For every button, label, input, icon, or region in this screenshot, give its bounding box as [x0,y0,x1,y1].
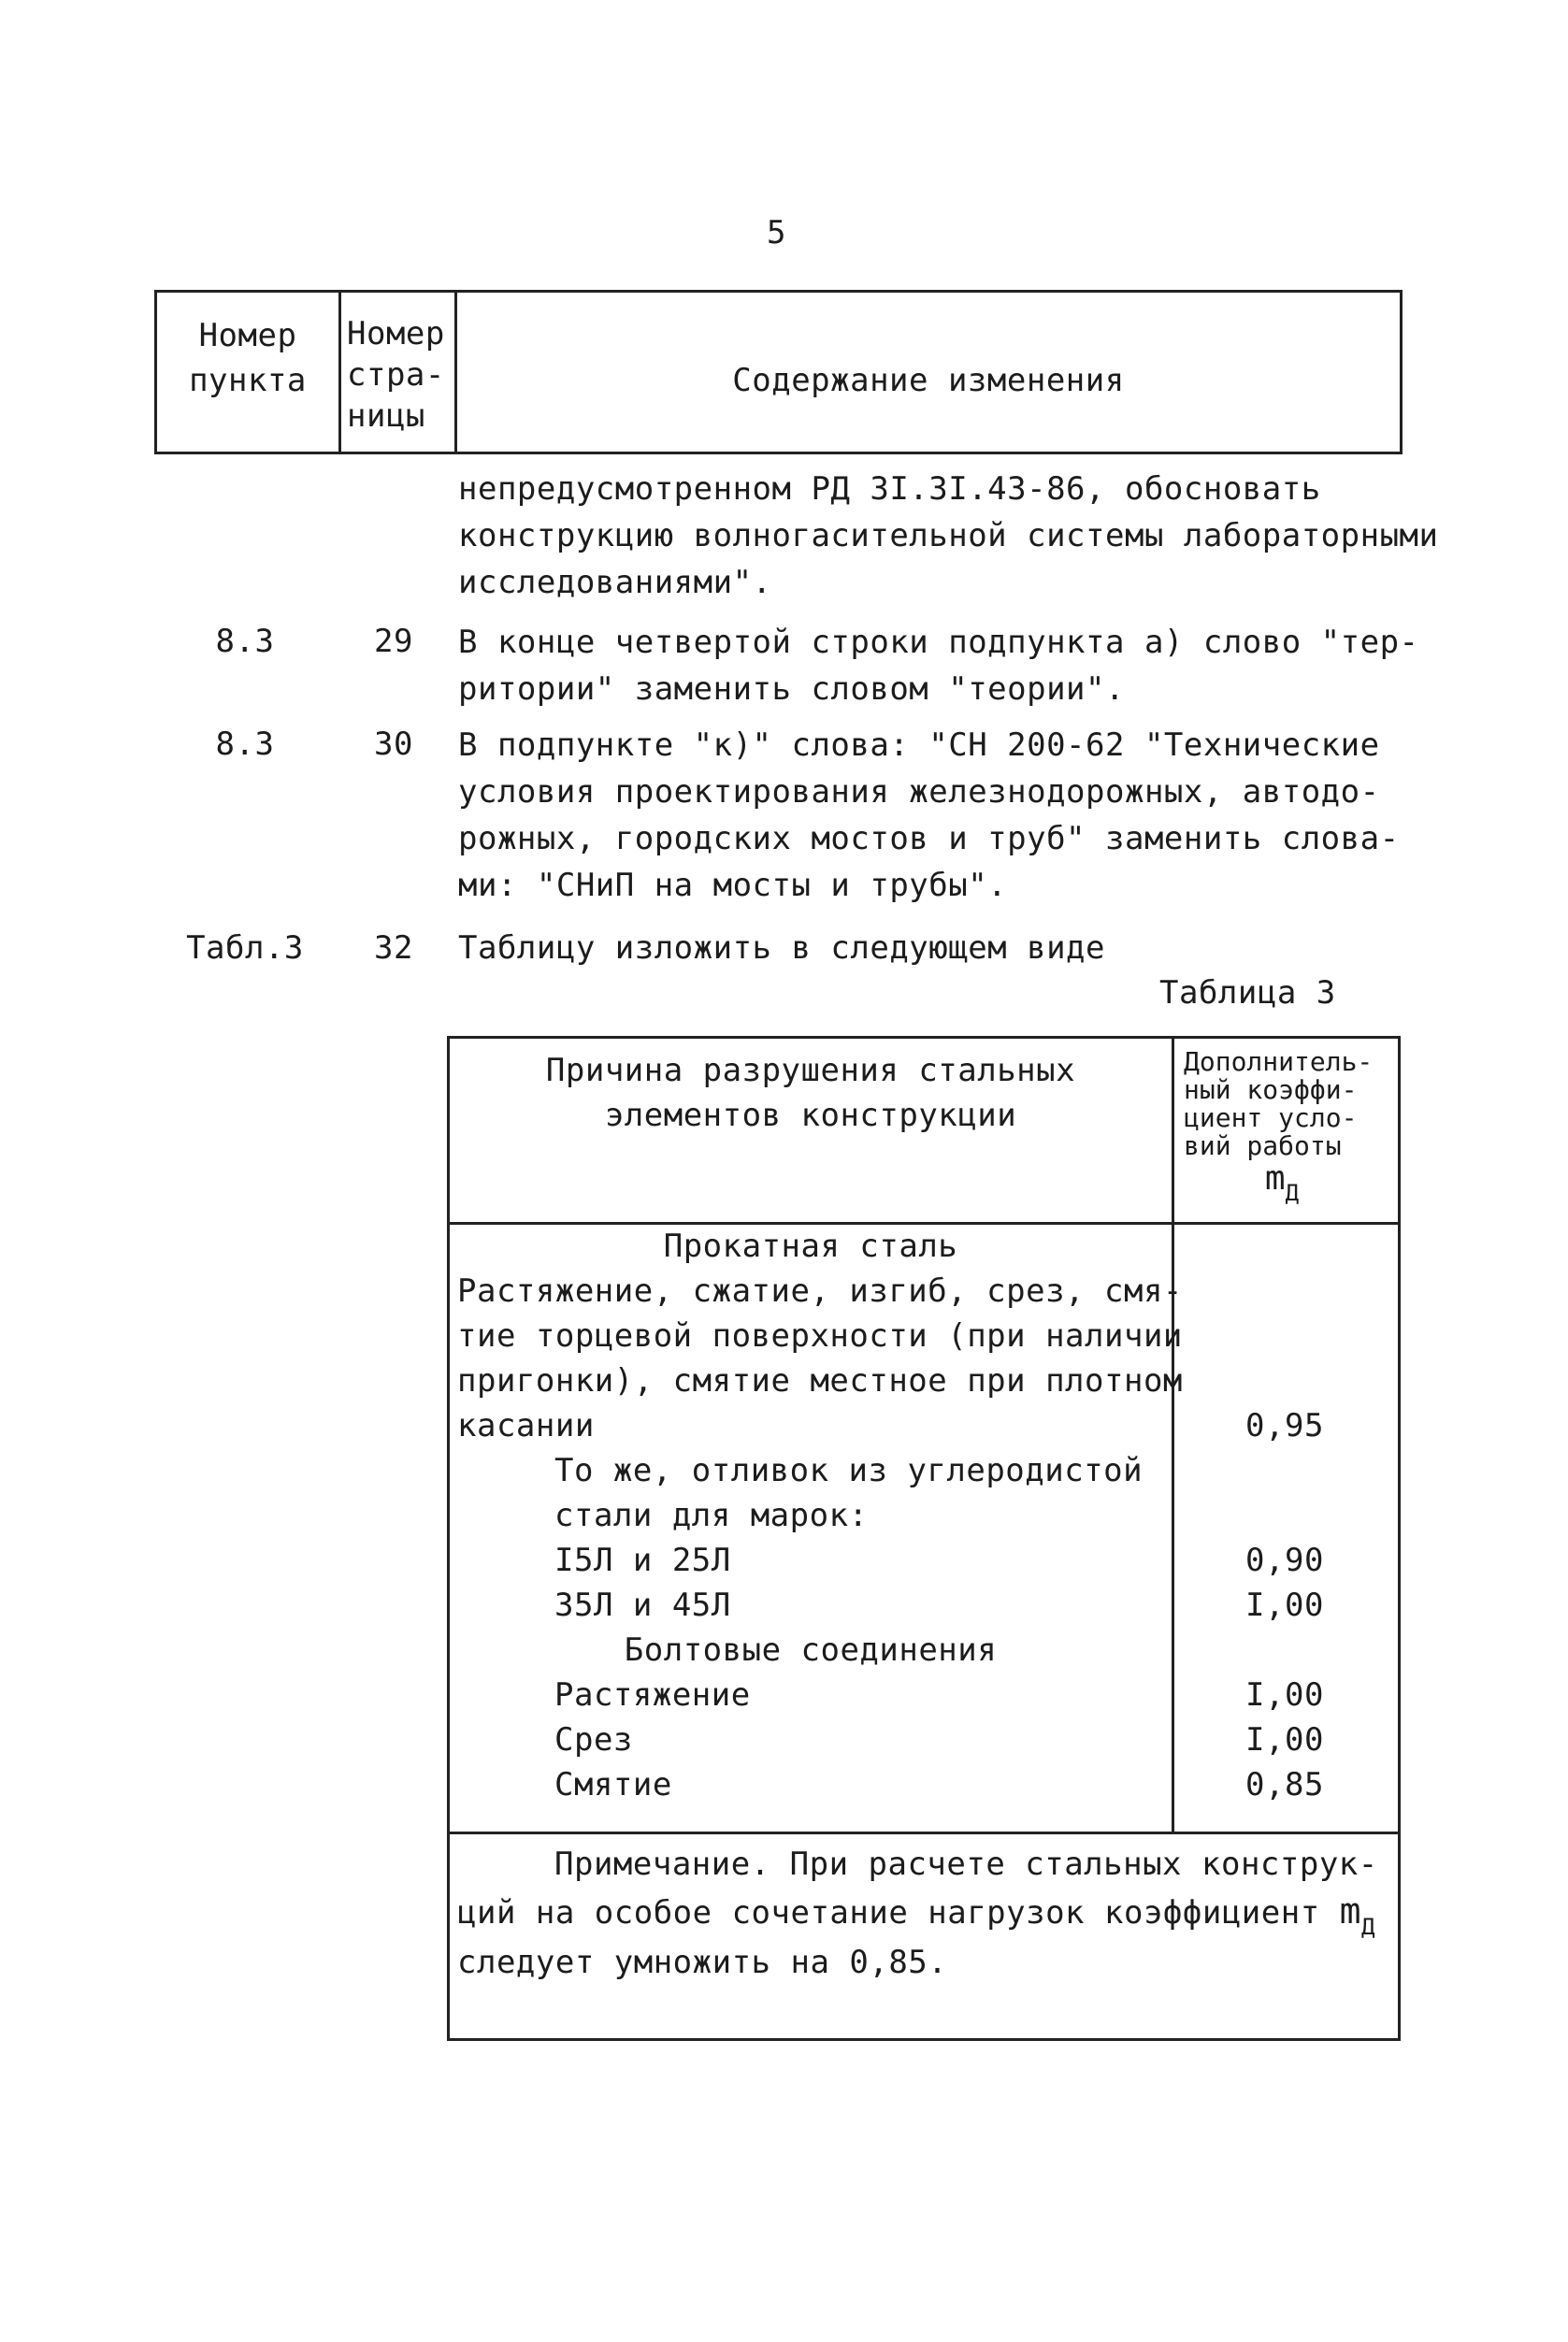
header-change-content: Содержание изменения [732,362,1125,399]
header-page-number: Номер стра- ницы [347,315,445,435]
table3-note: Примечание. При расчете стальных конструк- ций на особое сочетание нагрузок коэффициент $m_Д$ следует умножить на 0,85. [457,1846,1378,1981]
page-number: 5 [767,214,786,251]
row-bearing: Смятие [554,1766,672,1803]
section-rolled-steel: Прокатная сталь [663,1228,958,1265]
row-page-number: 30 [374,726,413,763]
row-page-number: 32 [374,929,413,967]
header-item-number: Номер пункта [189,317,307,399]
coefficient-symbol: $m_Д$ [1264,1159,1300,1206]
row-shear: Срез [554,1721,633,1759]
table3-head-cause: Причина разрушения стальных элементов конструкции [545,1052,1076,1134]
value-grade-15-25: 0,90 [1245,1542,1324,1579]
note-coefficient-symbol: $m_Д$ [1339,1890,1375,1940]
row-page-number: 29 [374,623,413,660]
continuation-text: непредусмотренном РД 3I.3I.43-86, обосновать конструкцию волногасительной системы лабораторными исследованиями". [458,470,1439,601]
row-rolled-steel-cause: Растяжение, сжатие, изгиб, срез, смя- тие торцевой поверхности (при наличии пригонки), смятие местное при плотном касании [457,1272,1183,1444]
row-castings: То же, отливок из углеродистой стали для марок: [554,1452,1144,1534]
row-item-number: 8.3 [215,726,275,763]
row-grade-15-25: I5Л и 25Л [554,1542,731,1579]
changes-table-header [154,290,1403,454]
row-change-text: В подпункте "к)" слова: "СН 200-62 "Технические условия проектирования железнодорожных, автодо- рожных, городских мостов и труб" заменить слова- ми: "СНиП на мосты и трубы". [458,726,1400,904]
table-caption: Таблица 3 [1159,974,1336,1012]
table-3 [447,1036,1401,2041]
value-shear: I,00 [1245,1721,1324,1759]
value-rolled-steel: 0,95 [1245,1407,1324,1444]
section-bolted: Болтовые соединения [624,1631,998,1669]
row-tension: Растяжение [554,1676,751,1714]
value-tension: I,00 [1245,1676,1324,1714]
value-grade-35-45: I,00 [1245,1587,1324,1624]
row-grade-35-45: 35Л и 45Л [554,1587,731,1624]
table3-head-coefficient: Дополнитель- ный коэффи- циент усло- вий работы $m_Д$ [1184,1048,1380,1200]
row-change-text: В конце четвертой строки подпункта а) слово "тер- ритории" заменить словом "теории". [458,624,1419,708]
row-item-number: Табл.3 [186,929,304,967]
value-bearing: 0,85 [1245,1766,1324,1803]
row-change-text: Таблицу изложить в следующем виде [458,929,1106,967]
row-item-number: 8.3 [215,623,275,660]
